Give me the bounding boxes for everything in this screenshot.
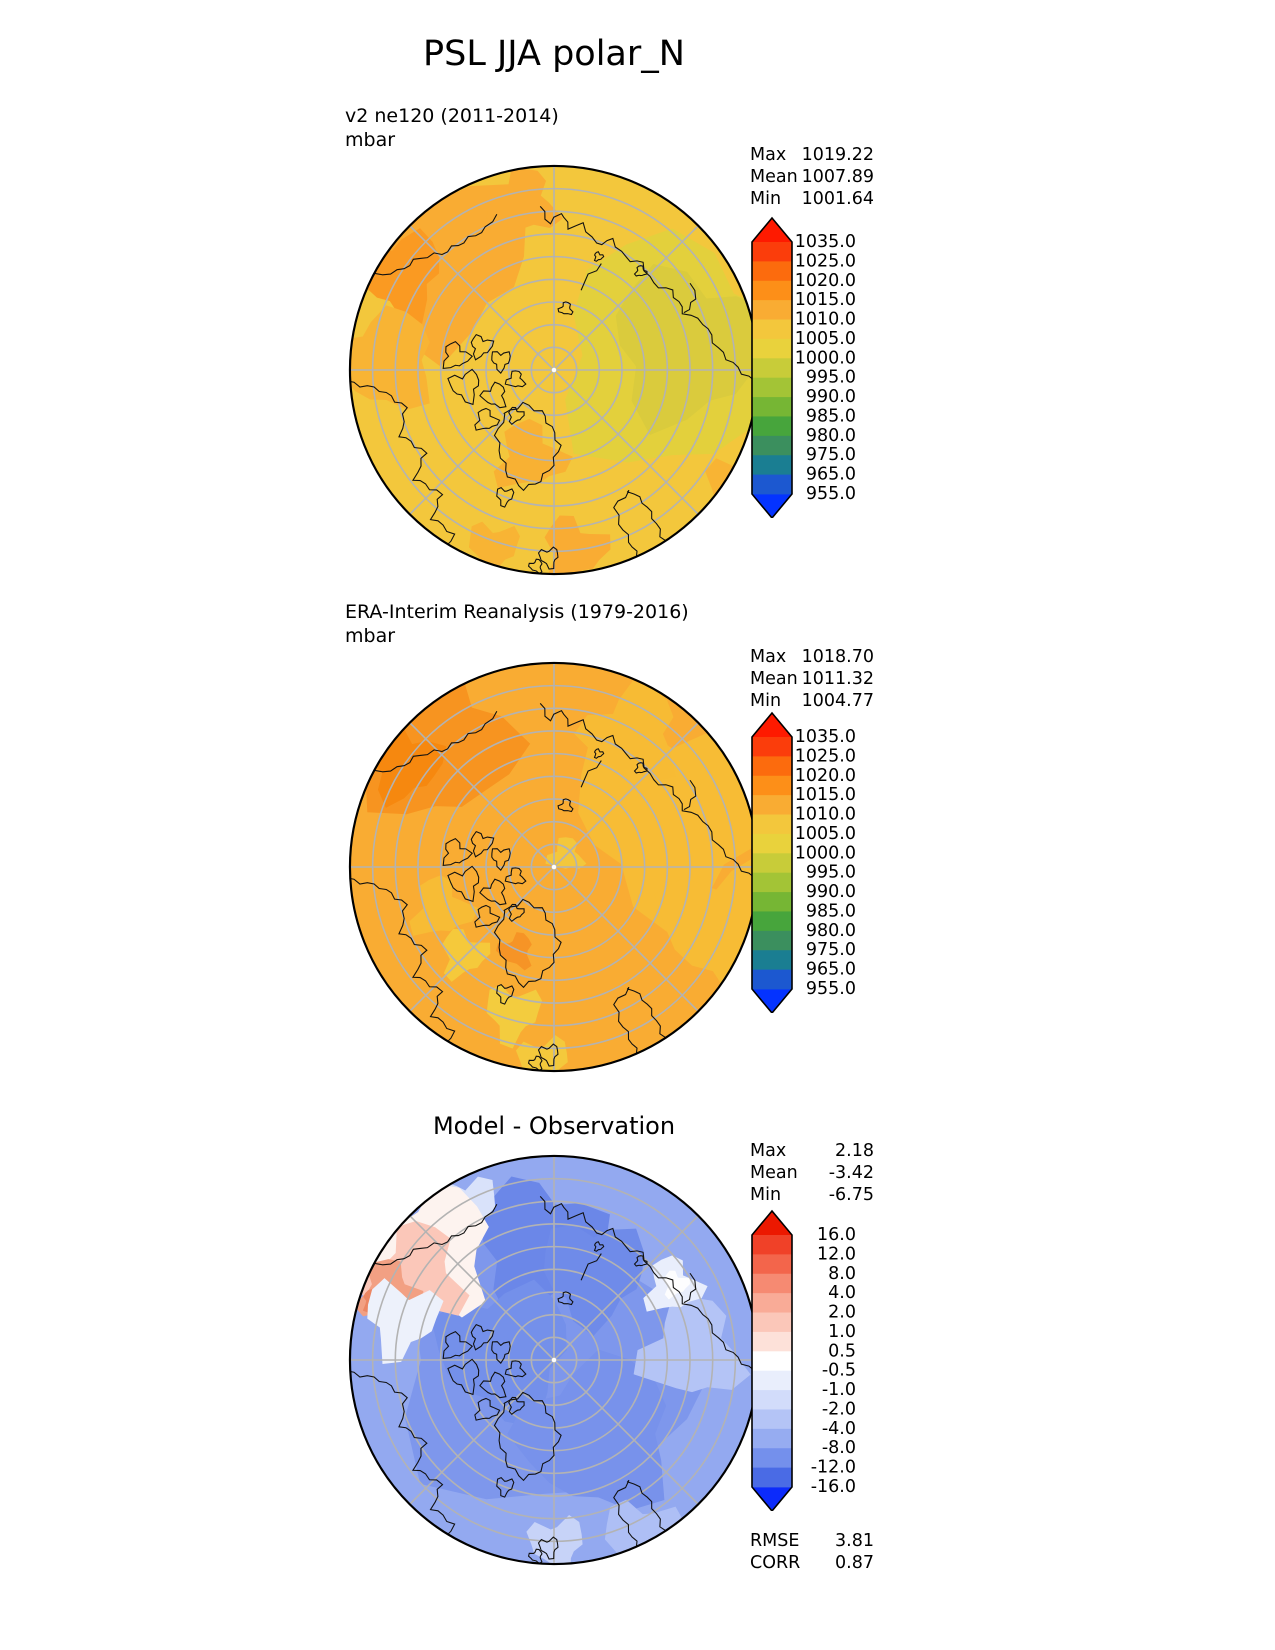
colorbar-tick-label: 955.0 (805, 979, 856, 999)
stat-row-min (750, 690, 874, 712)
colorbar-segment (752, 911, 792, 931)
colorbar-tick-label: 1005.0 (794, 823, 856, 844)
colorbar-segment (752, 776, 792, 796)
colorbar-extend-above (752, 218, 792, 242)
stat-row-corr (750, 1552, 874, 1574)
stat-value: -3.42 (828, 1163, 874, 1183)
colorbar-diff (748, 1209, 898, 1511)
colorbar-extend-below (752, 494, 792, 518)
colorbar-segment (752, 320, 792, 340)
colorbar-tick-label: 4.0 (828, 1283, 856, 1304)
colorbar-tick-label: 1005.0 (794, 328, 856, 349)
map-model-polar (347, 163, 761, 577)
colorbar-tick-label: 955.0 (805, 484, 856, 504)
colorbar-segment (752, 1468, 792, 1488)
panel2-units-label: mbar (345, 625, 396, 647)
colorbar-tick-label: 975.0 (805, 940, 856, 961)
map-obs-polar (347, 660, 761, 1074)
colorbar-tick-label: -0.5 (821, 1360, 856, 1381)
stat-label: Max (750, 647, 787, 667)
colorbar-extend-above (752, 713, 792, 737)
stat-row-min (750, 1184, 874, 1206)
panel2-dataset-label: ERA-Interim Reanalysis (1979-2016) (345, 601, 689, 623)
colorbar-segment (752, 339, 792, 359)
panel1-stats (750, 144, 874, 210)
colorbar-segment (752, 416, 792, 436)
pole-marker (552, 865, 557, 870)
colorbar-segment (752, 1274, 792, 1294)
colorbar-segment (752, 931, 792, 951)
colorbar-tick-label: 1010.0 (794, 309, 856, 330)
stat-value: 1004.77 (801, 691, 874, 711)
stat-row-max (750, 1140, 874, 1162)
stat-value: 2.18 (835, 1141, 874, 1161)
stat-label: Mean (750, 1163, 798, 1183)
colorbar-tick-label: 980.0 (805, 920, 856, 941)
colorbar-tick-label: 990.0 (805, 387, 856, 408)
colorbar-tick-label: 8.0 (828, 1263, 856, 1284)
panel3-extra-stats (750, 1530, 874, 1574)
colorbar-segment (752, 397, 792, 417)
stat-value: 1007.89 (801, 167, 874, 187)
colorbar-tick-label: 975.0 (805, 445, 856, 466)
stat-row-max (750, 144, 874, 166)
colorbar-extend-below (752, 1487, 792, 1511)
colorbar-tick-label: 1010.0 (794, 804, 856, 825)
panel3-title: Model - Observation (432, 1112, 676, 1140)
colorbar-segment (752, 1293, 792, 1313)
map-diff-polar (347, 1153, 761, 1567)
colorbar-segment (752, 970, 792, 990)
stat-label: Min (750, 189, 782, 209)
pole-marker (552, 368, 557, 373)
colorbar-segment (752, 242, 792, 262)
stat-label: Mean (750, 669, 798, 689)
stat-row-mean (750, 1162, 874, 1184)
colorbar-segment (752, 756, 792, 776)
colorbar-tick-label: 965.0 (805, 464, 856, 485)
colorbar-segment (752, 281, 792, 301)
stat-value: -6.75 (828, 1185, 874, 1205)
colorbar-segment (752, 436, 792, 456)
colorbar-segment (752, 834, 792, 854)
colorbar-obs (748, 711, 898, 1013)
stat-value: 1001.64 (801, 189, 874, 209)
colorbar-segment (752, 1235, 792, 1255)
stat-row-mean (750, 166, 874, 188)
stat-label: Max (750, 1141, 787, 1161)
colorbar-segment (752, 378, 792, 398)
colorbar-tick-label: 965.0 (805, 959, 856, 980)
panel1-units-label: mbar (345, 129, 396, 151)
colorbar-tick-label: -12.0 (810, 1457, 856, 1478)
colorbar-tick-label: 1.0 (828, 1321, 856, 1342)
colorbar-segment (752, 873, 792, 893)
stat-row-min (750, 188, 874, 210)
colorbar-segment (752, 455, 792, 475)
colorbar-segment (752, 892, 792, 912)
colorbar-model (748, 216, 898, 518)
figure-title: PSL JJA polar_N (423, 34, 685, 74)
stat-label: Max (750, 145, 787, 165)
stat-label: RMSE (750, 1531, 800, 1551)
colorbar-segment (752, 1371, 792, 1391)
colorbar-tick-label: 2.0 (828, 1302, 856, 1323)
panel3-stats (750, 1140, 874, 1206)
colorbar-tick-label: 1000.0 (794, 843, 856, 864)
stat-value: 1019.22 (801, 145, 874, 165)
colorbar-tick-label: -2.0 (821, 1399, 856, 1420)
panel1-label (345, 104, 559, 152)
stat-label: Mean (750, 167, 798, 187)
colorbar-tick-label: 995.0 (805, 367, 856, 388)
pole-marker (552, 1358, 557, 1363)
colorbar-segment (752, 1351, 792, 1371)
colorbar-tick-label: 1025.0 (794, 746, 856, 767)
colorbar-segment (752, 1313, 792, 1333)
panel1-dataset-label: v2 ne120 (2011-2014) (345, 105, 559, 127)
stat-row-rmse (750, 1530, 874, 1552)
colorbar-tick-label: 985.0 (805, 901, 856, 922)
colorbar-tick-label: 1025.0 (794, 251, 856, 272)
colorbar-segment (752, 1409, 792, 1429)
colorbar-tick-label: -1.0 (821, 1380, 856, 1401)
colorbar-tick-label: 1020.0 (794, 270, 856, 291)
colorbar-segment (752, 1254, 792, 1274)
colorbar-segment (752, 475, 792, 495)
stat-value: 3.81 (835, 1531, 874, 1551)
colorbar-tick-label: 1035.0 (794, 727, 856, 747)
panel2-stats (750, 646, 874, 712)
colorbar-tick-label: 1000.0 (794, 348, 856, 369)
stat-value: 0.87 (835, 1553, 874, 1573)
colorbar-tick-label: 0.5 (828, 1341, 856, 1362)
colorbar-tick-label: 985.0 (805, 406, 856, 427)
colorbar-segment (752, 737, 792, 757)
colorbar-segment (752, 950, 792, 970)
colorbar-segment (752, 261, 792, 281)
colorbar-tick-label: 990.0 (805, 882, 856, 903)
stat-label: Min (750, 1185, 782, 1205)
colorbar-tick-label: 1015.0 (794, 290, 856, 311)
colorbar-tick-label: 16.0 (817, 1225, 856, 1245)
colorbar-tick-label: 1035.0 (794, 232, 856, 252)
stat-row-mean (750, 668, 874, 690)
stat-row-max (750, 646, 874, 668)
colorbar-segment (752, 1448, 792, 1468)
panel2-label (345, 600, 689, 648)
colorbar-segment (752, 795, 792, 815)
colorbar-segment (752, 358, 792, 378)
colorbar-tick-label: 995.0 (805, 862, 856, 883)
colorbar-tick-label: 1020.0 (794, 765, 856, 786)
stat-label: CORR (750, 1553, 801, 1573)
colorbar-extend-above (752, 1211, 792, 1235)
colorbar-tick-label: 980.0 (805, 425, 856, 446)
stat-value: 1018.70 (801, 647, 874, 667)
colorbar-segment (752, 300, 792, 320)
colorbar-tick-label: 12.0 (817, 1244, 856, 1265)
colorbar-tick-label: 1015.0 (794, 785, 856, 806)
colorbar-tick-label: -4.0 (821, 1418, 856, 1439)
colorbar-segment (752, 1429, 792, 1449)
colorbar-segment (752, 1332, 792, 1352)
colorbar-extend-below (752, 989, 792, 1013)
colorbar-segment (752, 1390, 792, 1410)
colorbar-segment (752, 853, 792, 873)
stat-value: 1011.32 (801, 669, 874, 689)
colorbar-tick-label: -8.0 (821, 1438, 856, 1459)
stat-label: Min (750, 691, 782, 711)
colorbar-segment (752, 815, 792, 835)
colorbar-tick-label: -16.0 (810, 1477, 856, 1497)
